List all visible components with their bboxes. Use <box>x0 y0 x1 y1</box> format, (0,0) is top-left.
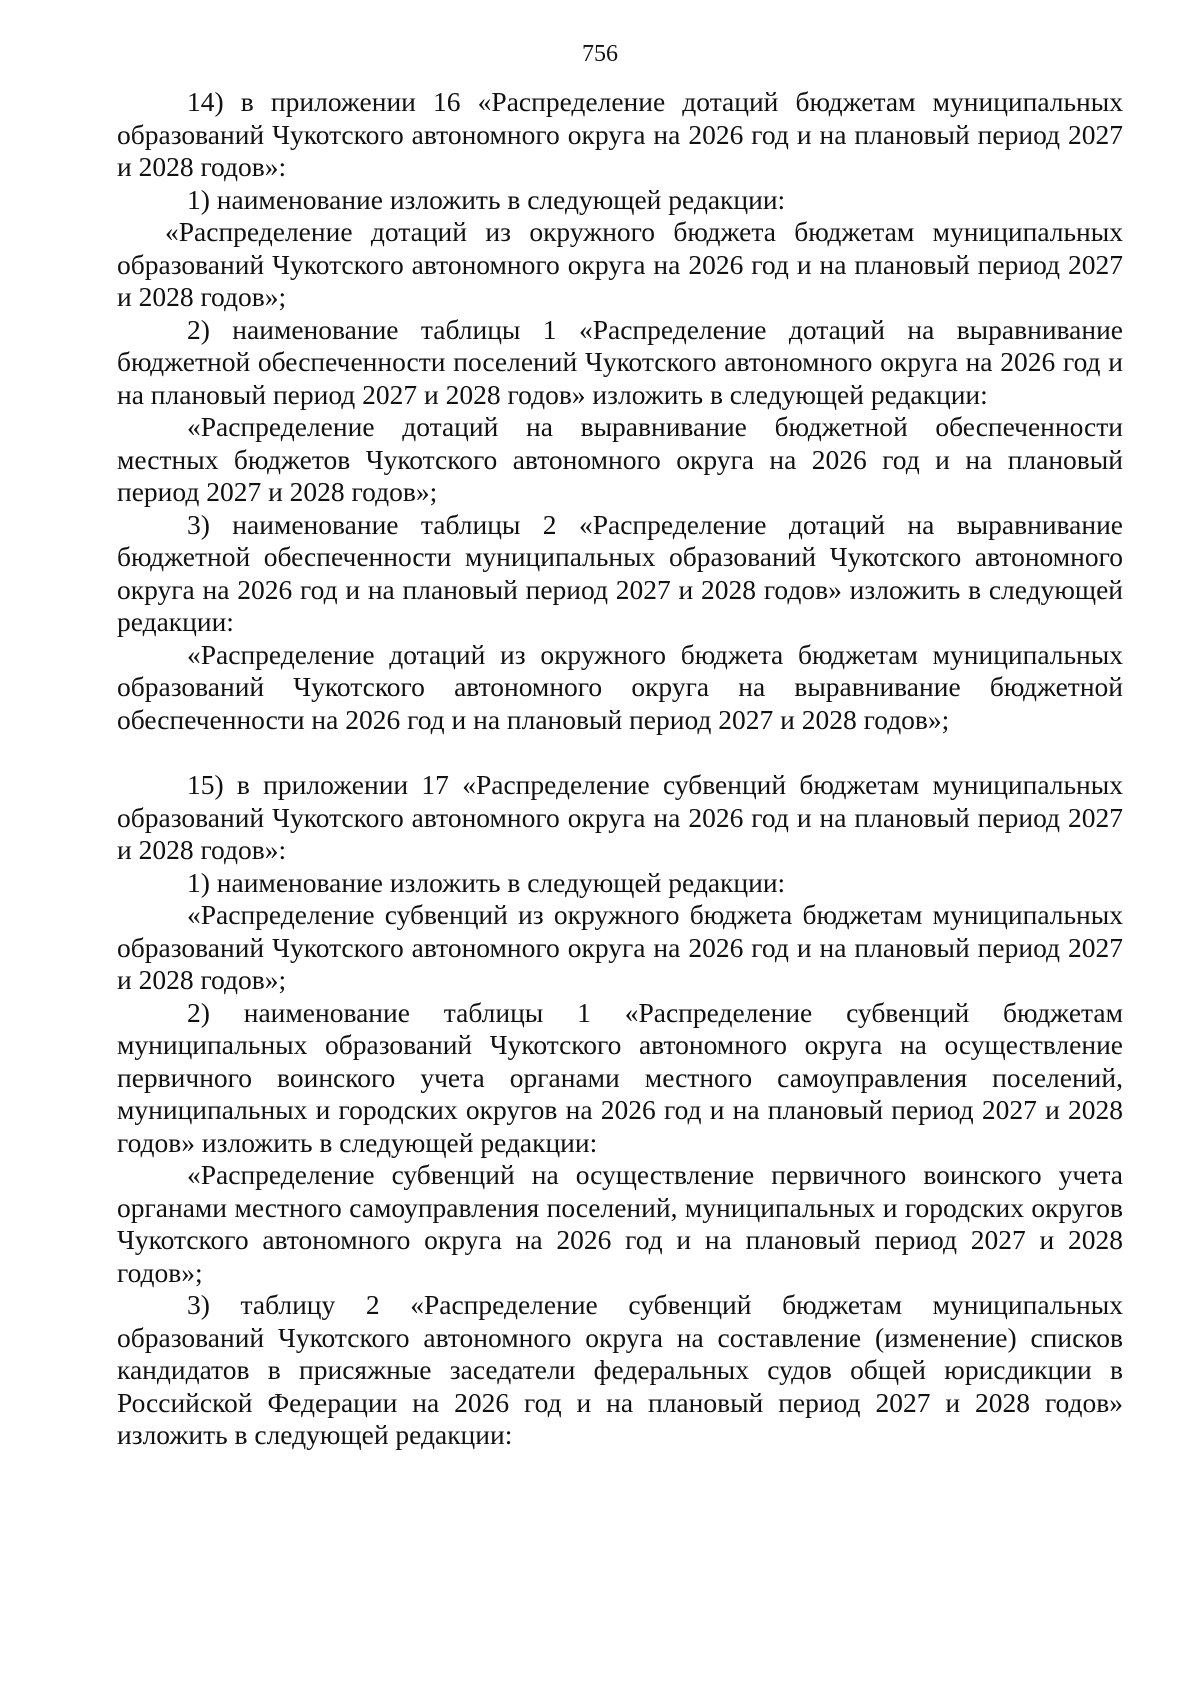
document-body <box>117 86 1123 1452</box>
page-number: 756 <box>582 41 618 67</box>
section-15-item-2: 2) наименование таблицы 1 «Распределение субвенций бюджетам муниципальных образований Чукотского автономного округа на осуществление первичного воинского учета органами местного самоуправления поселений, муниципальных и городских округов на 2026 год и на плановый период 2027 и 2028 годов» изложить в следующей редакции: <box>117 996 1123 1158</box>
section-15-intro: 15) в приложении 17 «Распределение субвенций бюджетам муниципальных образований Чукотского автономного округа на 2026 год и на плановый период 2027 и 2028 годов»: <box>117 769 1123 865</box>
section-14-item-3: 3) наименование таблицы 2 «Распределение дотаций на выравнивание бюджетной обеспеченности муниципальных образований Чукотского автономного округа на 2026 год и на плановый период 2027 и 2028 годов» изложить в следующей редакции: <box>117 508 1123 637</box>
section-gap <box>117 736 1123 769</box>
section-15-item-1: 1) наименование изложить в следующей редакции: <box>187 866 786 898</box>
section-14-intro: 14) в приложении 16 «Распределение дотаций бюджетам муниципальных образований Чукотского автономного округа на 2026 год и на плановый период 2027 и 2028 годов»: <box>117 86 1123 182</box>
section-15-item-1-quote: «Распределение субвенций из окружного бюджета бюджетам муниципальных образований Чукотского автономного округа на 2026 год и на плановый период 2027 и 2028 годов»; <box>117 899 1123 995</box>
section-14-item-1-quote: «Распределение дотаций из окружного бюджета бюджетам муниципальных образований Чукотского автономного округа на 2026 год и на плановый период 2027 и 2028 годов»; <box>117 216 1123 312</box>
section-15-item-3: 3) таблицу 2 «Распределение субвенций бюджетам муниципальных образований Чукотского автономного округа на составление (изменение) списков кандидатов в присяжные заседатели федеральных судов общей юрисдикции в Российской Федерации на 2026 год и на плановый период 2027 и 2028 годов» изложить в следующей редакции: <box>117 1289 1123 1450</box>
section-14-item-2-quote: «Распределение дотаций на выравнивание бюджетной обеспеченности местных бюджетов Чукотского автономного округа на 2026 год и на плановый период 2027 и 2028 годов»; <box>117 411 1123 507</box>
section-14-item-2: 2) наименование таблицы 1 «Распределение дотаций на выравнивание бюджетной обеспеченности поселений Чукотского автономного округа на 2026 год и на плановый период 2027 и 2028 годов» изложить в следующей редакции: <box>117 313 1123 410</box>
section-14-item-1: 1) наименование изложить в следующей редакции: <box>187 183 786 215</box>
section-15-item-2-quote: «Распределение субвенций на осуществление первичного воинского учета органами местного самоуправления поселений, муниципальных и городских округов Чукотского автономного округа на 2026 год и на плановый период 2027 и 2028 годов»; <box>117 1159 1123 1288</box>
section-14-item-3-quote: «Распределение дотаций из окружного бюджета бюджетам муниципальных образований Чукотского автономного округа на выравнивание бюджетной обеспеченности на 2026 год и на плановый период 2027 и 2028 годов»; <box>117 638 1123 735</box>
